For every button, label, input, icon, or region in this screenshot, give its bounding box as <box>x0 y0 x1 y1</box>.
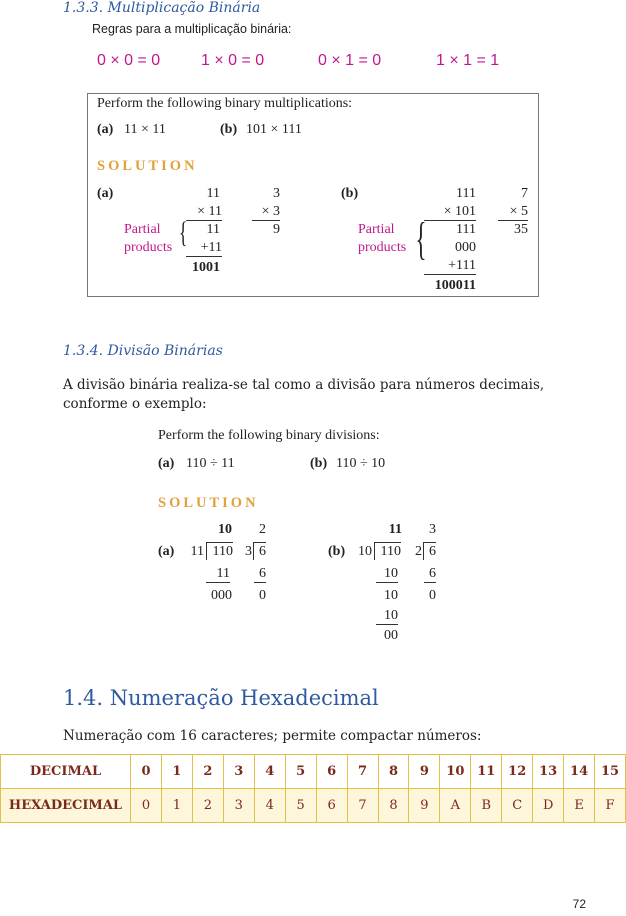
mult-a-result: 1001 <box>192 260 220 275</box>
table-cell-hexadecimal: F <box>595 789 626 823</box>
page-number: 72 <box>572 897 586 911</box>
div-b-dec-divisor: 2 <box>415 544 422 559</box>
mult-b-dec: × 5 <box>498 204 528 221</box>
mult-a-row: +11 <box>186 240 222 257</box>
mult-solution-label: SOLUTION <box>97 158 198 174</box>
mult-a-row: 11 <box>206 186 220 201</box>
section-heading-hexadecimal: 1.4. Numeração Hexadecimal <box>63 686 379 710</box>
rule-1x1: 1 × 1 = 1 <box>436 52 500 69</box>
mult-a-partial-label2: products <box>124 240 173 255</box>
table-cell-hexadecimal: 7 <box>347 789 378 823</box>
mult-a-dec: 9 <box>273 222 280 237</box>
table-cell-hexadecimal: 1 <box>161 789 192 823</box>
rule-0x0: 0 × 0 = 0 <box>97 52 161 69</box>
table-cell-decimal: 3 <box>223 755 254 789</box>
table-cell-decimal: 5 <box>285 755 316 789</box>
div-b-dec-sub: 6 <box>424 566 436 583</box>
multiplication-example-box <box>87 93 539 297</box>
mult-a-row: × 11 <box>186 204 222 221</box>
table-cell-hexadecimal: 8 <box>378 789 409 823</box>
mult-b-partial-label: Partial <box>358 222 395 237</box>
table-cell-hexadecimal: B <box>471 789 502 823</box>
div-a-remainder: 000 <box>211 588 232 603</box>
mult-a-dec: × 3 <box>252 204 280 221</box>
table-cell-decimal: 1 <box>161 755 192 789</box>
mult-a-row: 11 <box>206 222 220 237</box>
div-a-divisor: 11 <box>190 544 204 559</box>
table-cell-decimal: 12 <box>502 755 533 789</box>
hex-paragraph: Numeração com 16 caracteres; permite compactar números: <box>63 728 482 744</box>
mult-b-row: 111 <box>456 186 476 201</box>
mult-b-dec: 35 <box>514 222 528 237</box>
table-cell-decimal: 15 <box>595 755 626 789</box>
table-cell-decimal: 9 <box>409 755 440 789</box>
table-cell-hexadecimal: 9 <box>409 789 440 823</box>
table-row-hexadecimal <box>1 789 626 823</box>
row-label-hexadecimal: HEXADECIMAL <box>1 789 131 823</box>
div-a-dec-quotient: 2 <box>259 522 266 537</box>
table-cell-decimal: 11 <box>471 755 502 789</box>
mult-part-b-expr: 101 × 111 <box>246 122 302 137</box>
mult-b-result: 100011 <box>434 278 476 293</box>
div-a-dec-sub: 6 <box>254 566 266 583</box>
row-label-decimal: DECIMAL <box>1 755 131 789</box>
div-part-a-expr: 110 ÷ 11 <box>186 456 235 471</box>
div-b-quotient: 11 <box>388 522 402 537</box>
mult-b-dec: 7 <box>521 186 528 201</box>
mult-b-row: 111 <box>456 222 476 237</box>
table-cell-hexadecimal: C <box>502 789 533 823</box>
div-b-remainder: 00 <box>384 628 398 643</box>
mult-b-row: +111 <box>424 258 476 275</box>
mult-a-partial-label: Partial <box>124 222 161 237</box>
div-b-mid: 10 <box>384 588 398 603</box>
table-cell-hexadecimal: 2 <box>192 789 223 823</box>
table-cell-decimal: 13 <box>533 755 564 789</box>
table-cell-hexadecimal: E <box>564 789 595 823</box>
div-prompt: Perform the following binary divisions: <box>158 428 380 443</box>
table-cell-hexadecimal: 0 <box>131 789 162 823</box>
table-cell-decimal: 0 <box>131 755 162 789</box>
table-cell-decimal: 6 <box>316 755 347 789</box>
table-cell-decimal: 8 <box>378 755 409 789</box>
div-b-dec-dividend: 6 <box>423 542 436 560</box>
table-cell-decimal: 2 <box>192 755 223 789</box>
div-b-divisor: 10 <box>358 544 372 559</box>
mult-b-row: × 101 <box>424 204 476 221</box>
table-cell-hexadecimal: D <box>533 789 564 823</box>
mult-solution-a-label: (a) <box>97 186 114 201</box>
table-cell-hexadecimal: 5 <box>285 789 316 823</box>
div-part-b-expr: 110 ÷ 10 <box>336 456 386 471</box>
table-cell-decimal: 7 <box>347 755 378 789</box>
mult-part-a-label: (a) <box>97 122 114 137</box>
rules-title: Regras para a multiplicação binária: <box>92 22 292 36</box>
table-cell-hexadecimal: A <box>440 789 471 823</box>
div-a-dec-dividend: 6 <box>253 542 266 560</box>
table-cell-hexadecimal: 3 <box>223 789 254 823</box>
mult-b-partial-label2: products <box>358 240 407 255</box>
division-example <box>158 428 458 648</box>
mult-part-a-expr: 11 × 11 <box>124 122 166 137</box>
mult-a-dec: 3 <box>273 186 280 201</box>
mult-prompt: Perform the following binary multiplications: <box>97 96 353 111</box>
table-cell-decimal: 4 <box>254 755 285 789</box>
div-b-sub2: 10 <box>376 608 398 625</box>
table-cell-hexadecimal: 4 <box>254 789 285 823</box>
rule-0x1: 0 × 1 = 0 <box>318 52 382 69</box>
mult-a-brace: { <box>178 216 188 249</box>
div-part-b-label: (b) <box>310 456 328 471</box>
div-solution-b-label: (b) <box>328 544 346 559</box>
div-a-dec-divisor: 3 <box>245 544 252 559</box>
div-a-quotient: 10 <box>218 522 232 537</box>
div-solution-label: SOLUTION <box>158 495 259 511</box>
division-paragraph: A divisão binária realiza-se tal como a divisão para números decimais, conforme o exemplo: <box>63 377 545 412</box>
div-b-dec-quotient: 3 <box>429 522 436 537</box>
table-row-decimal <box>1 755 626 789</box>
div-b-dividend: 110 <box>374 542 401 560</box>
div-part-a-label: (a) <box>158 456 175 471</box>
mult-solution-b-label: (b) <box>341 186 359 201</box>
mult-part-b-label: (b) <box>220 122 238 137</box>
section-heading-division: 1.3.4. Divisão Binárias <box>63 343 223 359</box>
hex-table <box>0 754 626 823</box>
div-a-dividend: 110 <box>206 542 233 560</box>
div-a-dec-remainder: 0 <box>259 588 266 603</box>
div-a-sub: 11 <box>206 566 230 583</box>
div-b-dec-remainder: 0 <box>429 588 436 603</box>
table-cell-decimal: 14 <box>564 755 595 789</box>
div-b-sub1: 10 <box>376 566 398 583</box>
mult-b-brace: { <box>415 213 427 264</box>
mult-b-row: 000 <box>455 240 476 255</box>
div-solution-a-label: (a) <box>158 544 175 559</box>
table-cell-decimal: 10 <box>440 755 471 789</box>
rule-1x0: 1 × 0 = 0 <box>201 52 265 69</box>
table-cell-hexadecimal: 6 <box>316 789 347 823</box>
section-heading-multiplication: 1.3.3. Multiplicação Binária <box>63 0 261 16</box>
